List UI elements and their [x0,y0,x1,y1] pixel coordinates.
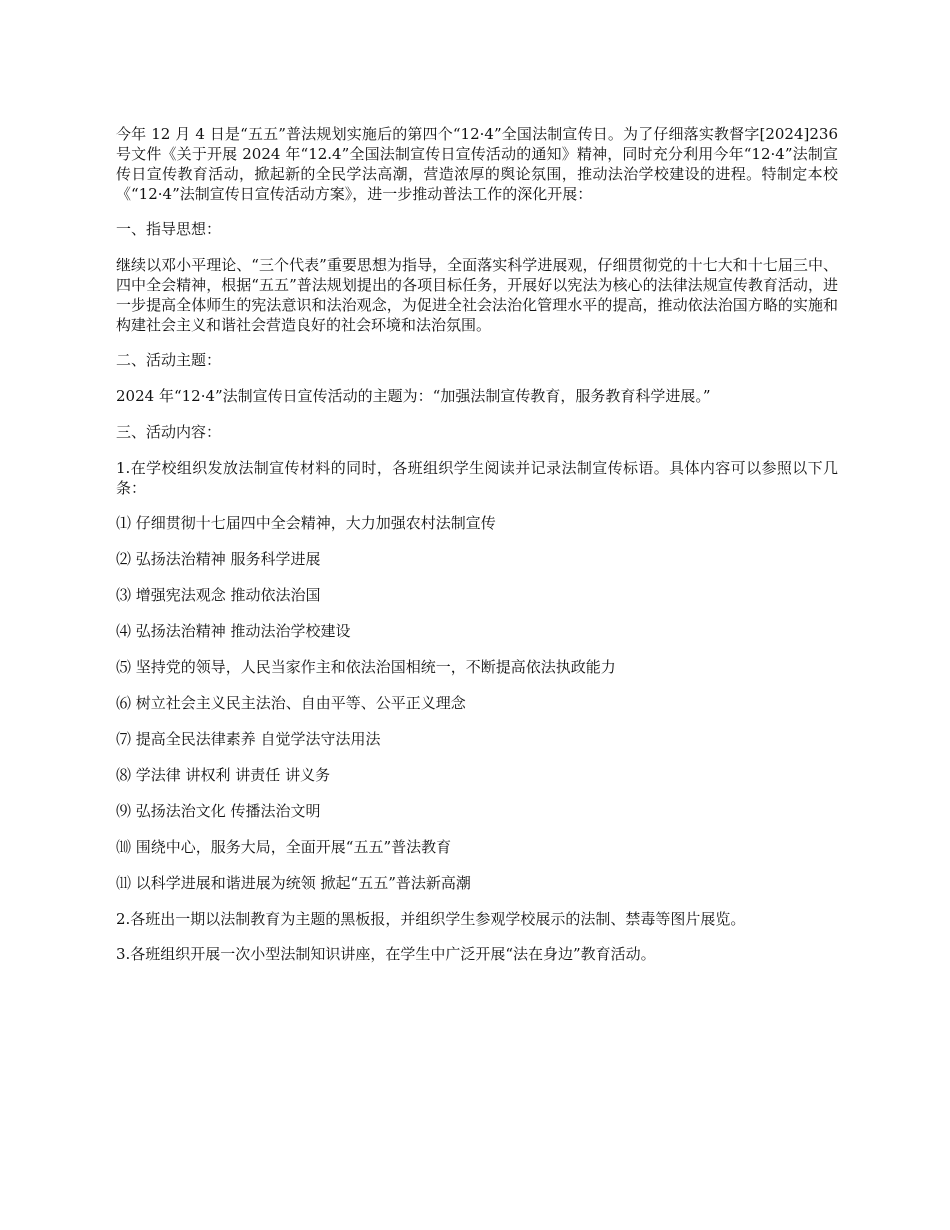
intro-paragraph: 今年 12 月 4 日是“五五”普法规划实施后的第四个“12·4”全国法制宣传日。为了仔细落实教督字[2024]236 号文件《关于开展 2024 年“12.4”全国法制宣传日宣传活动的通知》精神，同时充分利用今年“12·4”法制宣传日宣传教育活动，掀起新的全民学法高潮，营造浓厚的舆论氛围，推动法治学校建设的进程。特制定本校《“12·4”法制宣传日宣传活动方案》，进一步推动普法工作的深化开展： [116,125,838,203]
section-heading-activity-theme: 二、活动主题： [116,351,222,369]
document-page [116,124,838,980]
slogan-item: ⑵ 弘扬法治精神 服务科学进展 [116,550,321,568]
slogan-item: ⑶ 增强宪法观念 推动依法治国 [116,586,321,604]
content-item-3: 3.各班组织开展一次小型法制知识讲座，在学生中广泛开展“法在身边”教育活动。 [116,945,656,963]
slogan-item: ⑷ 弘扬法治精神 推动法治学校建设 [116,622,351,640]
slogan-item: ⑾ 以科学进展和谐进展为统领 掀起“五五”普法新高潮 [116,874,471,892]
slogan-item: ⑹ 树立社会主义民主法治、自由平等、公平正义理念 [116,694,466,712]
slogan-item: ⑸ 坚持党的领导，人民当家作主和依法治国相统一，不断提高依法执政能力 [116,658,616,676]
activity-theme-paragraph: 2024 年“12·4”法制宣传日宣传活动的主题为：“加强法制宣传教育，服务教育科学进展。” [116,387,711,405]
slogan-item: ⑻ 学法律 讲权利 讲责任 讲义务 [116,766,331,784]
slogan-item: ⑽ 围绕中心，服务大局，全面开展“五五”普法教育 [116,838,452,856]
content-item-2: 2.各班出一期以法制教育为主题的黑板报，并组织学生参观学校展示的法制、禁毒等图片展览。 [116,910,746,928]
slogan-item: ⑼ 弘扬法治文化 传播法治文明 [116,802,321,820]
slogan-item: ⑴ 仔细贯彻十七届四中全会精神，大力加强农村法制宣传 [116,514,496,532]
slogan-item: ⑺ 提高全民法律素养 自觉学法守法用法 [116,730,381,748]
section-heading-guiding-ideology: 一、指导思想： [116,220,222,238]
section-heading-activity-content: 三、活动内容： [116,423,222,441]
content-item-1: 1.在学校组织发放法制宣传材料的同时，各班组织学生阅读并记录法制宣传标语。具体内容可以参照以下几条： [116,459,838,497]
guiding-ideology-paragraph: 继续以邓小平理论、“三个代表”重要思想为指导，全面落实科学进展观，仔细贯彻党的十七大和十七届三中、四中全会精神，根据“五五”普法规划提出的各项目标任务，开展好以宪法为核心的法律法规宣传教育活动，进一步提高全体师生的宪法意识和法治观念，为促进全社会法治化管理水平的提高，推动依法治国方略的实施和构建社会主义和谐社会营造良好的社会环境和法治氛围。 [116,256,838,334]
